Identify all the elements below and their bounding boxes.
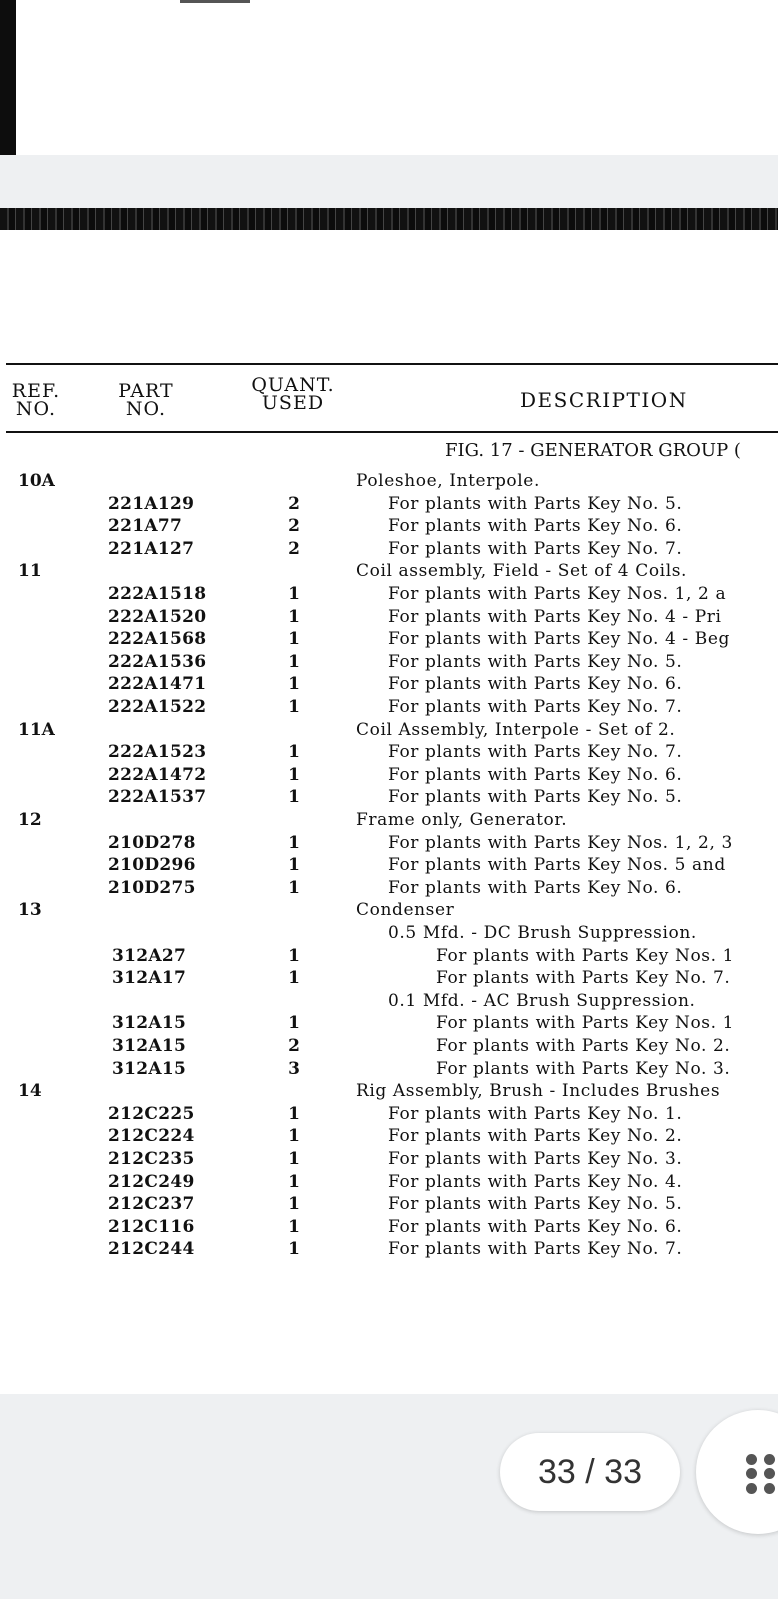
description-cell: Frame only, Generator.: [356, 810, 568, 830]
header-line: USED: [261, 392, 325, 414]
part-no-cell: 221A77: [108, 516, 183, 537]
part-no-cell: 312A27: [112, 945, 187, 966]
part-no-cell: 210D278: [108, 832, 196, 853]
quantity-cell: 3: [288, 1058, 300, 1079]
table-row: [0, 606, 778, 628]
description-cell: For plants with Parts Key Nos. 1: [436, 1013, 735, 1034]
quantity-cell: 1: [288, 584, 300, 604]
description-cell: For plants with Parts Key Nos. 1, 2 a: [388, 584, 727, 604]
description-cell: For plants with Parts Key No. 5.: [388, 1194, 683, 1215]
quantity-cell: 2: [288, 493, 300, 514]
part-no-cell: 212C224: [108, 1126, 195, 1147]
table-row: [0, 560, 778, 582]
part-no-cell: 312A17: [112, 968, 187, 989]
table-row: [0, 967, 778, 989]
table-row: [0, 673, 778, 695]
description-cell: For plants with Parts Key No. 6.: [388, 877, 683, 898]
quantity-cell: 1: [288, 1103, 300, 1124]
quantity-cell: 1: [288, 629, 300, 650]
column-header-part-no: [98, 382, 194, 418]
description-cell: Coil assembly, Field - Set of 4 Coils.: [356, 561, 688, 582]
quantity-cell: 1: [288, 674, 300, 695]
quantity-cell: 1: [288, 1149, 300, 1169]
part-no-cell: 312A15: [112, 1058, 187, 1079]
header-line: QUANT.: [251, 374, 335, 396]
table-row: [0, 1035, 778, 1057]
ref-no-cell: 12: [18, 810, 42, 830]
description-cell: Poleshoe, Interpole.: [356, 471, 540, 491]
page-top-band: [0, 208, 778, 230]
quantity-cell: 1: [288, 1194, 300, 1215]
part-no-cell: 222A1523: [108, 742, 207, 763]
quantity-cell: 2: [288, 538, 300, 559]
grid-dots-icon: [746, 1454, 776, 1494]
ref-no-cell: 10A: [18, 471, 55, 491]
header-line: NO.: [15, 398, 57, 420]
page-counter[interactable]: 33 / 33: [500, 1433, 680, 1511]
description-cell: For plants with Parts Key No. 7.: [388, 742, 683, 763]
description-cell: 0.1 Mfd. - AC Brush Suppression.: [388, 990, 696, 1011]
text-fragment: [180, 0, 250, 3]
part-no-cell: 221A129: [108, 493, 195, 514]
quantity-cell: 1: [288, 764, 300, 785]
table-row: [0, 1148, 778, 1170]
description-cell: For plants with Parts Key No. 2.: [388, 1126, 683, 1147]
quantity-cell: 1: [288, 945, 300, 966]
table-row: [0, 651, 778, 673]
description-cell: For plants with Parts Key No. 4 - Beg: [388, 629, 730, 650]
quantity-cell: 1: [288, 697, 300, 717]
description-cell: For plants with Parts Key Nos. 5 and: [388, 855, 726, 876]
previous-page-fragment: [0, 0, 778, 155]
table-row: [0, 493, 778, 515]
part-no-cell: 212C225: [108, 1103, 195, 1124]
quantity-cell: 2: [288, 1036, 300, 1056]
table-row: [0, 583, 778, 605]
table-row: [0, 1171, 778, 1193]
quantity-cell: 1: [288, 1239, 300, 1260]
description-cell: For plants with Parts Key No. 7.: [388, 697, 683, 717]
description-cell: For plants with Parts Key No. 6.: [388, 1216, 683, 1237]
column-header-description: DESCRIPTION: [520, 388, 688, 412]
description-cell: For plants with Parts Key No. 4.: [388, 1171, 683, 1192]
quantity-cell: 1: [288, 1126, 300, 1147]
quantity-cell: 1: [288, 832, 300, 853]
table-row: [0, 1193, 778, 1215]
table-row: [0, 1216, 778, 1238]
table-row: [0, 1080, 778, 1102]
ref-no-cell: 11A: [18, 719, 55, 740]
description-cell: For plants with Parts Key No. 3.: [436, 1058, 731, 1079]
ref-no-cell: 14: [18, 1081, 42, 1102]
quantity-cell: 1: [288, 651, 300, 672]
table-row: [0, 1058, 778, 1080]
description-cell: Coil Assembly, Interpole - Set of 2.: [356, 719, 676, 740]
quantity-cell: 1: [288, 1171, 300, 1192]
description-cell: For plants with Parts Key Nos. 1, 2, 3: [388, 832, 733, 853]
description-cell: 0.5 Mfd. - DC Brush Suppression.: [388, 923, 697, 943]
quantity-cell: 1: [288, 1216, 300, 1237]
header-line: PART: [118, 380, 174, 402]
part-no-cell: 222A1536: [108, 651, 207, 672]
ref-no-cell: 13: [18, 900, 42, 921]
description-cell: For plants with Parts Key No. 6.: [388, 764, 683, 785]
description-cell: For plants with Parts Key No. 6.: [388, 516, 683, 537]
part-no-cell: 221A127: [108, 538, 195, 559]
part-no-cell: 222A1522: [108, 697, 207, 717]
table-row: [0, 741, 778, 763]
description-cell: For plants with Parts Key No. 7.: [388, 538, 683, 559]
column-header-quant-used: [234, 376, 352, 412]
part-no-cell: 210D296: [108, 855, 196, 876]
grid-view-button[interactable]: [696, 1410, 778, 1534]
quantity-cell: 2: [288, 516, 300, 537]
table-row: [0, 809, 778, 831]
description-cell: For plants with Parts Key No. 4 - Pri: [388, 606, 722, 627]
table-row: [0, 832, 778, 854]
part-no-cell: 212C244: [108, 1239, 195, 1260]
part-no-cell: 212C249: [108, 1171, 195, 1192]
quantity-cell: 1: [288, 968, 300, 989]
part-no-cell: 222A1472: [108, 764, 207, 785]
description-cell: For plants with Parts Key Nos. 1: [436, 945, 735, 966]
table-row: [0, 470, 778, 492]
page-edge-shadow: [0, 0, 16, 155]
table-row: [0, 922, 778, 944]
header-line: REF.: [11, 380, 61, 402]
description-cell: For plants with Parts Key No. 7.: [436, 968, 731, 989]
part-no-cell: 212C237: [108, 1194, 195, 1215]
description-cell: Rig Assembly, Brush - Includes Brushes: [356, 1081, 721, 1102]
table-row: [0, 628, 778, 650]
part-no-cell: 210D275: [108, 877, 196, 898]
column-header-ref-no: [6, 382, 66, 418]
description-cell: For plants with Parts Key No. 2.: [436, 1036, 731, 1056]
part-no-cell: 212C116: [108, 1216, 195, 1237]
figure-title: FIG. 17 - GENERATOR GROUP (: [445, 440, 741, 461]
description-cell: For plants with Parts Key No. 7.: [388, 1239, 683, 1260]
table-row: [0, 1012, 778, 1034]
description-cell: For plants with Parts Key No. 5.: [388, 787, 683, 808]
table-row: [0, 515, 778, 537]
table-row: [0, 854, 778, 876]
document-page: [0, 208, 778, 1394]
part-no-cell: 222A1518: [108, 584, 207, 604]
table-row: [0, 1103, 778, 1125]
part-no-cell: 312A15: [112, 1013, 187, 1034]
table-row: [0, 899, 778, 921]
description-cell: For plants with Parts Key No. 5.: [388, 493, 683, 514]
table-row: [0, 764, 778, 786]
table-top-rule: [6, 363, 778, 365]
description-cell: For plants with Parts Key No. 5.: [388, 651, 683, 672]
quantity-cell: 1: [288, 1013, 300, 1034]
part-no-cell: 312A15: [112, 1036, 187, 1056]
table-row: [0, 786, 778, 808]
part-no-cell: 222A1537: [108, 787, 207, 808]
table-row: [0, 1238, 778, 1260]
ref-no-cell: 11: [18, 561, 42, 582]
part-no-cell: 222A1520: [108, 606, 207, 627]
header-line: NO.: [125, 398, 167, 420]
table-row: [0, 990, 778, 1012]
table-row: [0, 696, 778, 718]
quantity-cell: 1: [288, 606, 300, 627]
part-no-cell: 222A1568: [108, 629, 207, 650]
table-header-rule: [6, 431, 778, 433]
table-row: [0, 719, 778, 741]
table-row: [0, 1125, 778, 1147]
description-cell: Condenser: [356, 900, 455, 921]
quantity-cell: 1: [288, 787, 300, 808]
quantity-cell: 1: [288, 855, 300, 876]
table-row: [0, 538, 778, 560]
part-no-cell: 212C235: [108, 1149, 195, 1169]
description-cell: For plants with Parts Key No. 6.: [388, 674, 683, 695]
part-no-cell: 222A1471: [108, 674, 207, 695]
table-row: [0, 945, 778, 967]
quantity-cell: 1: [288, 877, 300, 898]
table-row: [0, 877, 778, 899]
quantity-cell: 1: [288, 742, 300, 763]
description-cell: For plants with Parts Key No. 1.: [388, 1103, 683, 1124]
description-cell: For plants with Parts Key No. 3.: [388, 1149, 683, 1169]
